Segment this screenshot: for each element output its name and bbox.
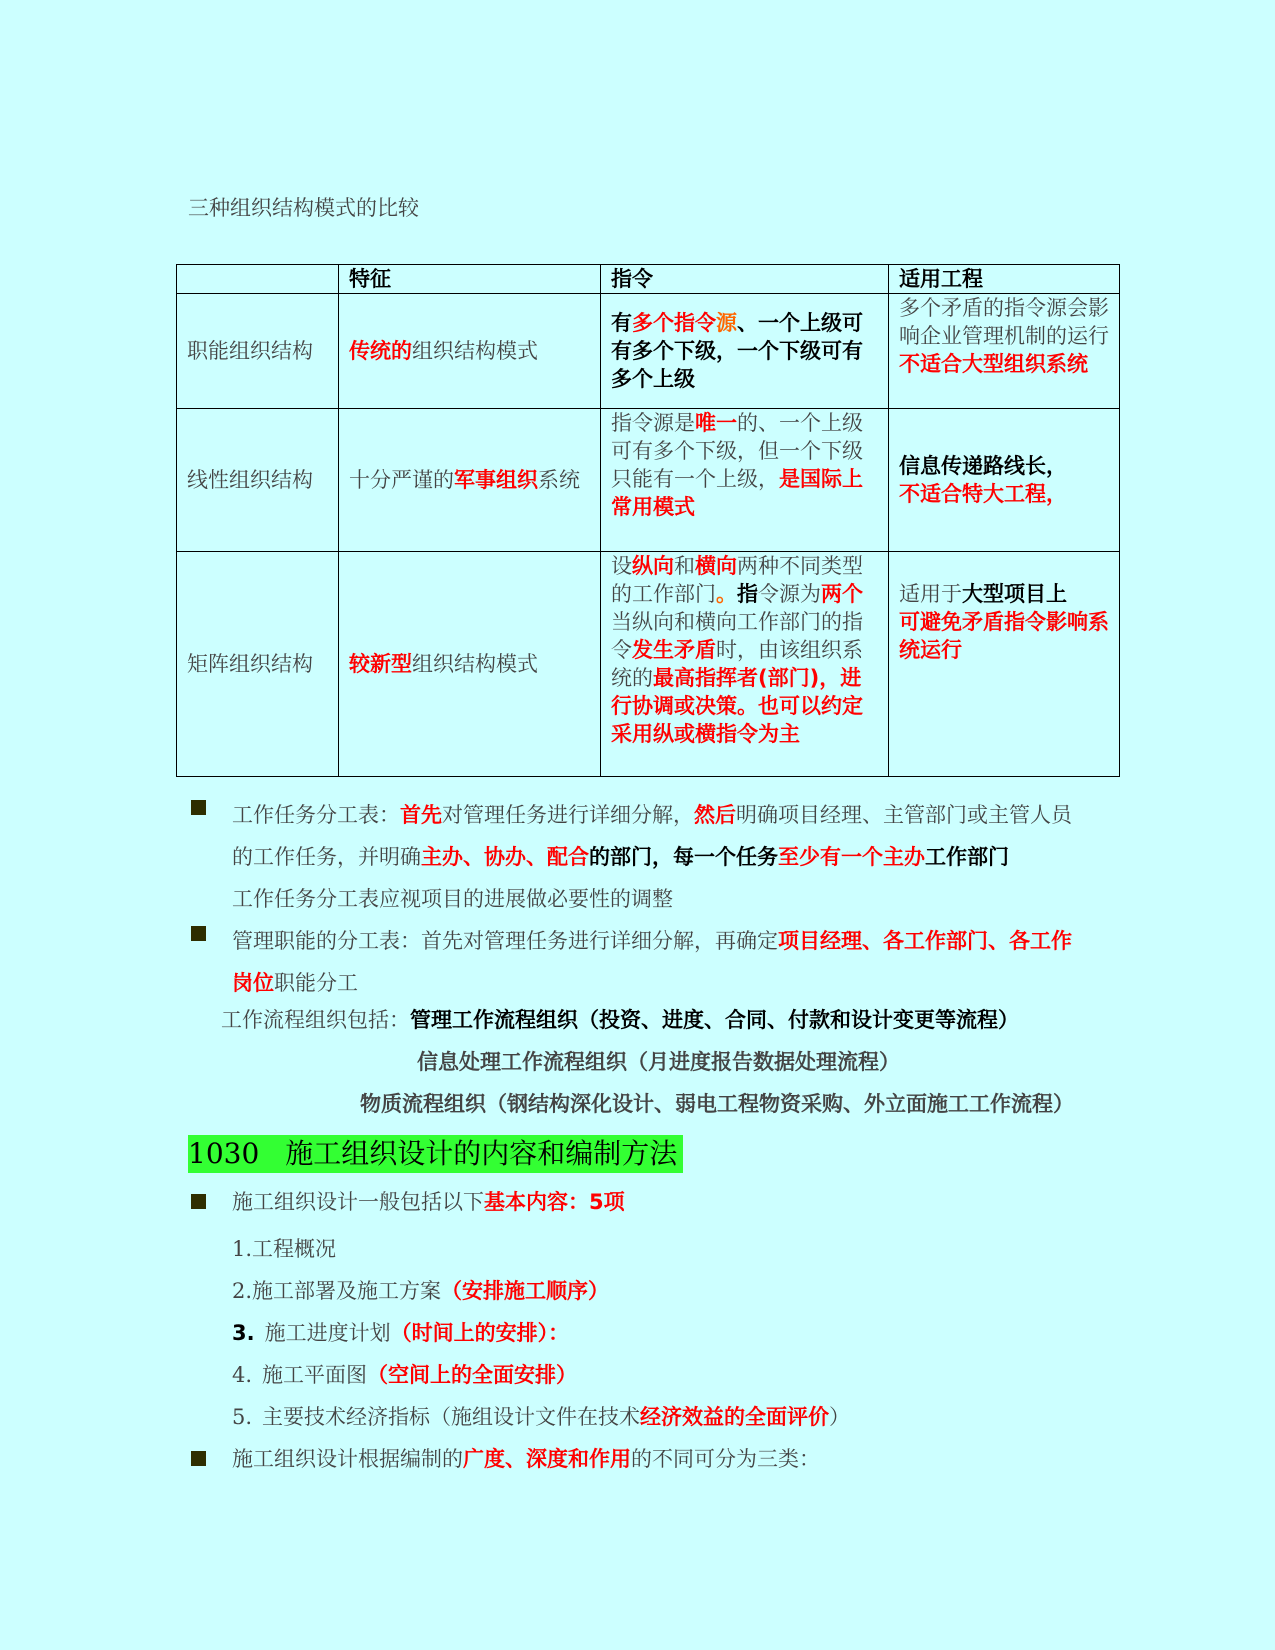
workflow-lead: 工作流程组织包括： (221, 1008, 410, 1032)
workflow-line-1 (221, 1006, 1019, 1034)
item-text: 工程概况 (252, 1237, 337, 1261)
paragraph-text: 工作任务分工表应视项目的进展做必要性的调整 (232, 887, 673, 911)
instruction-text: 两种不同类型的工作部门 (611, 554, 863, 606)
instruction-highlight: 两个 (821, 582, 863, 606)
paragraph-highlight: 基本内容：5项 (484, 1190, 625, 1214)
header-cell-feature: 特征 (339, 265, 601, 294)
applicable-cell (889, 552, 1120, 777)
feature-highlight: 军事组织 (454, 468, 538, 492)
instruction-highlight: 多个指令 (632, 311, 716, 335)
item-text: 施工平面图 (262, 1363, 368, 1387)
table-header-row (177, 265, 1120, 294)
feature-text: 组织结构模式 (412, 652, 538, 676)
instruction-text: 指令源是 (611, 411, 695, 435)
item-number: 5. (232, 1405, 253, 1429)
feature-text: 十分严谨的 (349, 468, 454, 492)
instruction-text: 设 (611, 554, 632, 578)
instruction-highlight: 发生矛盾 (632, 638, 716, 662)
paragraph-text: 对管理任务进行详细分解， (442, 803, 694, 827)
content-item (232, 1235, 336, 1263)
applicable-highlight: 不适合特大工程， (899, 482, 1067, 506)
row-name-cell: 线性组织结构 (177, 409, 339, 552)
instruction-highlight: 最高指挥者(部门)，进行协调或决策。也可以约定采用纵或横指令为主 (611, 666, 863, 746)
paragraph-highlight: 首先 (400, 803, 442, 827)
applicable-text: 多个矛盾的指令源会影响企业管理机制的运行 (899, 296, 1109, 348)
bullet-icon (191, 800, 206, 815)
instruction-text: 、一个上级可有多个下级，一个下级可有多个上级 (611, 311, 863, 391)
item-text: ） (829, 1405, 851, 1429)
content-item (232, 1361, 577, 1389)
feature-text: 系统 (538, 468, 580, 492)
row-name-cell: 职能组织结构 (177, 294, 339, 409)
item-number: 4. (232, 1363, 253, 1387)
header-cell-applicable: 适用工程 (889, 265, 1120, 294)
instruction-text: 的、一个上级可有多个下级，但一个下级只能有一个上级， (611, 411, 863, 491)
instruction-text: 指 (737, 582, 758, 606)
instruction-highlight: 唯一 (695, 411, 737, 435)
instruction-text: 和 (674, 554, 695, 578)
paragraph-text: 明确项目经理、主管部门或主管人员的工作任务，并明确 (232, 803, 1072, 869)
content-intro (232, 1188, 625, 1216)
paragraph-text: 的不同可分为三类： (631, 1447, 820, 1471)
applicable-text: 适用于 (899, 582, 962, 606)
instruction-highlight: 是国际上常用模式 (611, 467, 863, 519)
content-item (232, 1277, 609, 1305)
function-division-paragraph (232, 920, 1092, 1004)
bullet-icon (191, 926, 206, 941)
workflow-item: 管理工作流程组织（投资、进度、合同、付款和设计变更等流程） (410, 1008, 1019, 1032)
item-text: 主要技术经济指标（施组设计文件在技术 (262, 1405, 641, 1429)
table-row (177, 409, 1120, 552)
table-row (177, 552, 1120, 777)
instruction-highlight: 纵向 (632, 554, 674, 578)
section-number: 1030 (188, 1137, 260, 1170)
item-highlight: （时间上的安排）： (390, 1321, 570, 1345)
item-text: 施工进度计划 (264, 1321, 391, 1345)
item-number: 2. (232, 1279, 253, 1303)
workflow-item: 信息处理工作流程组织（月进度报告数据处理流程） (417, 1050, 900, 1074)
document-title: 三种组织结构模式的比较 (188, 196, 419, 220)
paragraph-text: 工作任务分工表： (232, 803, 400, 827)
content-item (232, 1319, 569, 1347)
instruction-text: 令源为 (758, 582, 821, 606)
classification-paragraph (232, 1445, 820, 1473)
paragraph-text: 职能分工 (274, 971, 358, 995)
item-highlight: （空间上的全面安排） (367, 1363, 578, 1387)
paragraph-highlight: 项目经理、各工作部门、各工作岗位 (232, 929, 1072, 995)
feature-highlight: 传统的 (349, 339, 412, 363)
applicable-cell (889, 294, 1120, 409)
comparison-table (176, 264, 1120, 777)
paragraph-highlight: 至少有一个主办 (778, 845, 925, 869)
paragraph-text: 的部门，每一个任务 (589, 845, 778, 869)
paragraph-highlight: 广度、深度和作用 (463, 1447, 631, 1471)
feature-text: 组织结构模式 (412, 339, 538, 363)
task-division-paragraph (232, 794, 1092, 920)
section-title: 施工组织设计的内容和编制方法 (285, 1137, 678, 1170)
item-number: 1. (232, 1237, 253, 1261)
applicable-cell (889, 409, 1120, 552)
item-text: 施工部署及施工方案 (252, 1279, 442, 1303)
paragraph-highlight: 主办、协办、配合 (421, 845, 589, 869)
instruction-text: 有 (611, 311, 632, 335)
row-name-cell: 矩阵组织结构 (177, 552, 339, 777)
paragraph-text: 施工组织设计根据编制的 (232, 1447, 463, 1471)
paragraph-text: 工作部门 (925, 845, 1009, 869)
instruction-highlight: 横向 (695, 554, 737, 578)
feature-cell (339, 552, 601, 777)
applicable-highlight: 可避免矛盾指令影响系统运行 (899, 610, 1109, 662)
instruction-accent: 。 (716, 582, 737, 606)
instruction-cell (601, 294, 889, 409)
feature-highlight: 较新型 (349, 652, 412, 676)
instruction-accent: 源 (716, 311, 737, 335)
item-highlight: 经济效益的全面评价 (640, 1405, 830, 1429)
header-cell-empty (177, 265, 339, 294)
item-highlight: （安排施工顺序） (441, 1279, 610, 1303)
table-row (177, 294, 1120, 409)
section-heading (188, 1135, 683, 1173)
content-item (232, 1403, 850, 1431)
applicable-highlight: 不适合大型组织系统 (899, 352, 1088, 376)
instruction-cell (601, 409, 889, 552)
paragraph-text: 施工组织设计一般包括以下 (232, 1190, 484, 1214)
item-number: 3. (232, 1321, 255, 1345)
feature-cell (339, 294, 601, 409)
paragraph-text: 管理职能的分工表：首先对管理任务进行详细分解，再确定 (232, 929, 778, 953)
paragraph-highlight: 然后 (694, 803, 736, 827)
instruction-text: 当纵向和横向工作部门的指令 (611, 610, 863, 662)
header-cell-instruction: 指令 (601, 265, 889, 294)
bullet-icon (191, 1194, 206, 1209)
workflow-item: 物质流程组织（钢结构深化设计、弱电工程物资采购、外立面施工工作流程） (360, 1092, 1074, 1116)
feature-cell (339, 409, 601, 552)
instruction-cell (601, 552, 889, 777)
bullet-icon (191, 1451, 206, 1466)
applicable-text: 大型项目上 (962, 582, 1067, 606)
instruction-text: 时，由该组织系统的 (611, 638, 863, 690)
applicable-text: 信息传递路线长， (899, 454, 1067, 478)
